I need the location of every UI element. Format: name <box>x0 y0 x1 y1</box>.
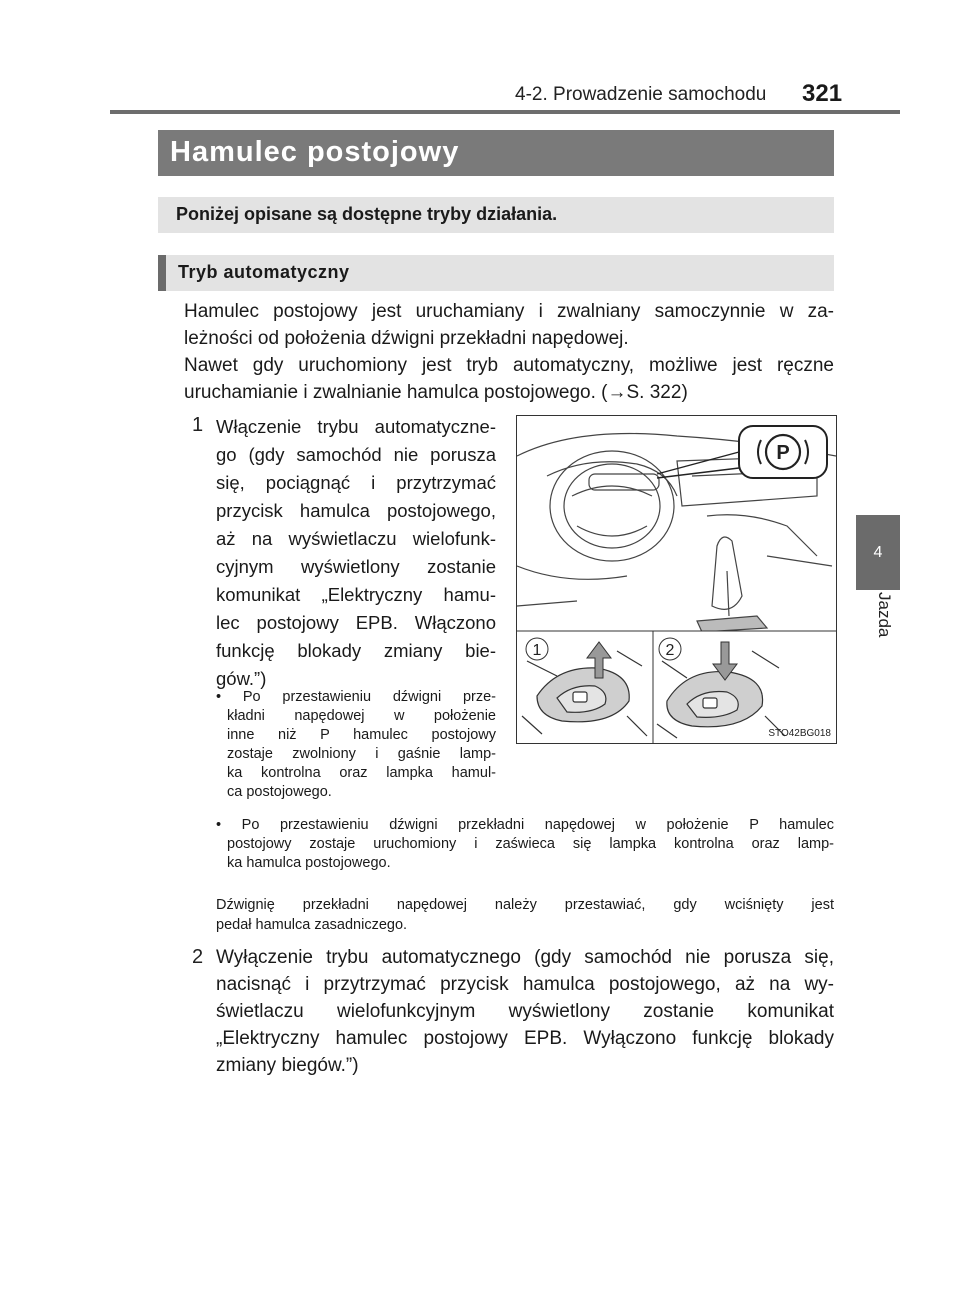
p-symbol: P <box>776 442 790 464</box>
bullet-line: inne niż P hamulec postojowy <box>227 727 496 743</box>
bullet-line: • Po przestawieniu dźwigni przekładni napędowej w położenie P hamulec <box>216 817 834 833</box>
paragraph-line: Nawet gdy uruchomiony jest tryb automatyczny, możliwe jest ręczne <box>184 355 834 376</box>
callout-line <box>657 468 739 478</box>
callout-1: 1 <box>532 642 542 659</box>
step-line: przycisk hamulca postojowego, <box>216 500 496 521</box>
step-line: cyjnym wyświetlony zostanie <box>216 556 496 577</box>
step-line: go (gdy samochód nie porusza <box>216 444 496 465</box>
step-line: świetlaczu wielofunkcyjnym wyświetlony zostanie komunikat <box>216 1001 834 1022</box>
step-1-number: 1 <box>192 414 204 436</box>
step-line: nacisnąć i przytrzymać przycisk hamulca postojowego, aż na wy- <box>216 974 834 995</box>
step-line: Włączenie trybu automatyczne- <box>216 416 496 437</box>
step-line: lec postojowy EPB. Włączono <box>216 612 496 633</box>
step-2-text <box>216 944 834 1079</box>
bullet-line: ka hamulca postojowego. <box>227 855 391 871</box>
subsection-title: Tryb automatyczny <box>178 262 350 282</box>
bullet-line: ka kontrolna oraz lampka hamul- <box>227 765 496 781</box>
step-line: aż na wyświetlaczu wielofunk- <box>216 528 496 549</box>
illustration <box>516 415 837 744</box>
bullet-1 <box>216 688 496 802</box>
bullet-line: ca postojowego. <box>227 784 332 800</box>
illustration-drawing <box>517 416 836 743</box>
bullet-line: zostaje zwolniony i gaśnie lamp- <box>227 746 496 762</box>
intro-text: Poniżej opisane są dostępne tryby działania. <box>176 204 558 224</box>
step-line: komunikat „Elektryczny hamu- <box>216 584 496 605</box>
paragraph-line: uruchamianie i zwalnianie hamulca postojowego. (→S. 322) <box>184 382 688 403</box>
paragraph-line: Hamulec postojowy jest uruchamiany i zwalniany samoczynnie w za- <box>184 301 834 322</box>
step-1-text <box>216 413 496 693</box>
chapter-tab: 4 <box>856 515 900 590</box>
bullet-line: kładni napędowej w położenie <box>227 708 496 724</box>
callout-line <box>657 452 739 474</box>
step-2-number: 2 <box>192 946 204 968</box>
header-rule <box>110 110 900 114</box>
step-line: funkcję blokady zmiany bie- <box>216 640 496 661</box>
note <box>216 895 834 935</box>
callout-2: 2 <box>665 642 675 659</box>
step-line: Wyłączenie trybu automatycznego (gdy samochód nie porusza się, <box>216 947 834 968</box>
step-line: się, pociągnąć i przytrzymać <box>216 472 496 493</box>
bullet-line: postojowy zostaje uruchomiony i zaświeca się lampka kontrolna oraz lamp- <box>227 836 834 852</box>
subsection-accent <box>158 255 166 291</box>
page-title: Hamulec postojowy <box>170 136 460 168</box>
figure-code: STO42BG018 <box>768 728 831 739</box>
paragraph-line: leżności od położenia dźwigni przekładni napędowej. <box>184 328 629 349</box>
note-line: Dźwignię przekładni napędowej należy przestawiać, gdy wciśnięty jest <box>216 897 834 913</box>
page-number: 321 <box>802 80 843 107</box>
note-line: pedał hamulca zasadniczego. <box>216 917 408 933</box>
step-line: gów.”) <box>216 668 267 689</box>
bullet-line: • Po przestawieniu dźwigni prze- <box>216 689 496 705</box>
step-line: „Elektryczny hamulec postojowy EPB. Wyłączono funkcję blokady <box>216 1028 834 1049</box>
bullet-2 <box>216 816 834 873</box>
step-line: zmiany biegów.”) <box>216 1055 359 1076</box>
chapter-label: Jazda <box>875 592 894 638</box>
header-section-title: 4-2. Prowadzenie samochodu <box>515 84 767 105</box>
